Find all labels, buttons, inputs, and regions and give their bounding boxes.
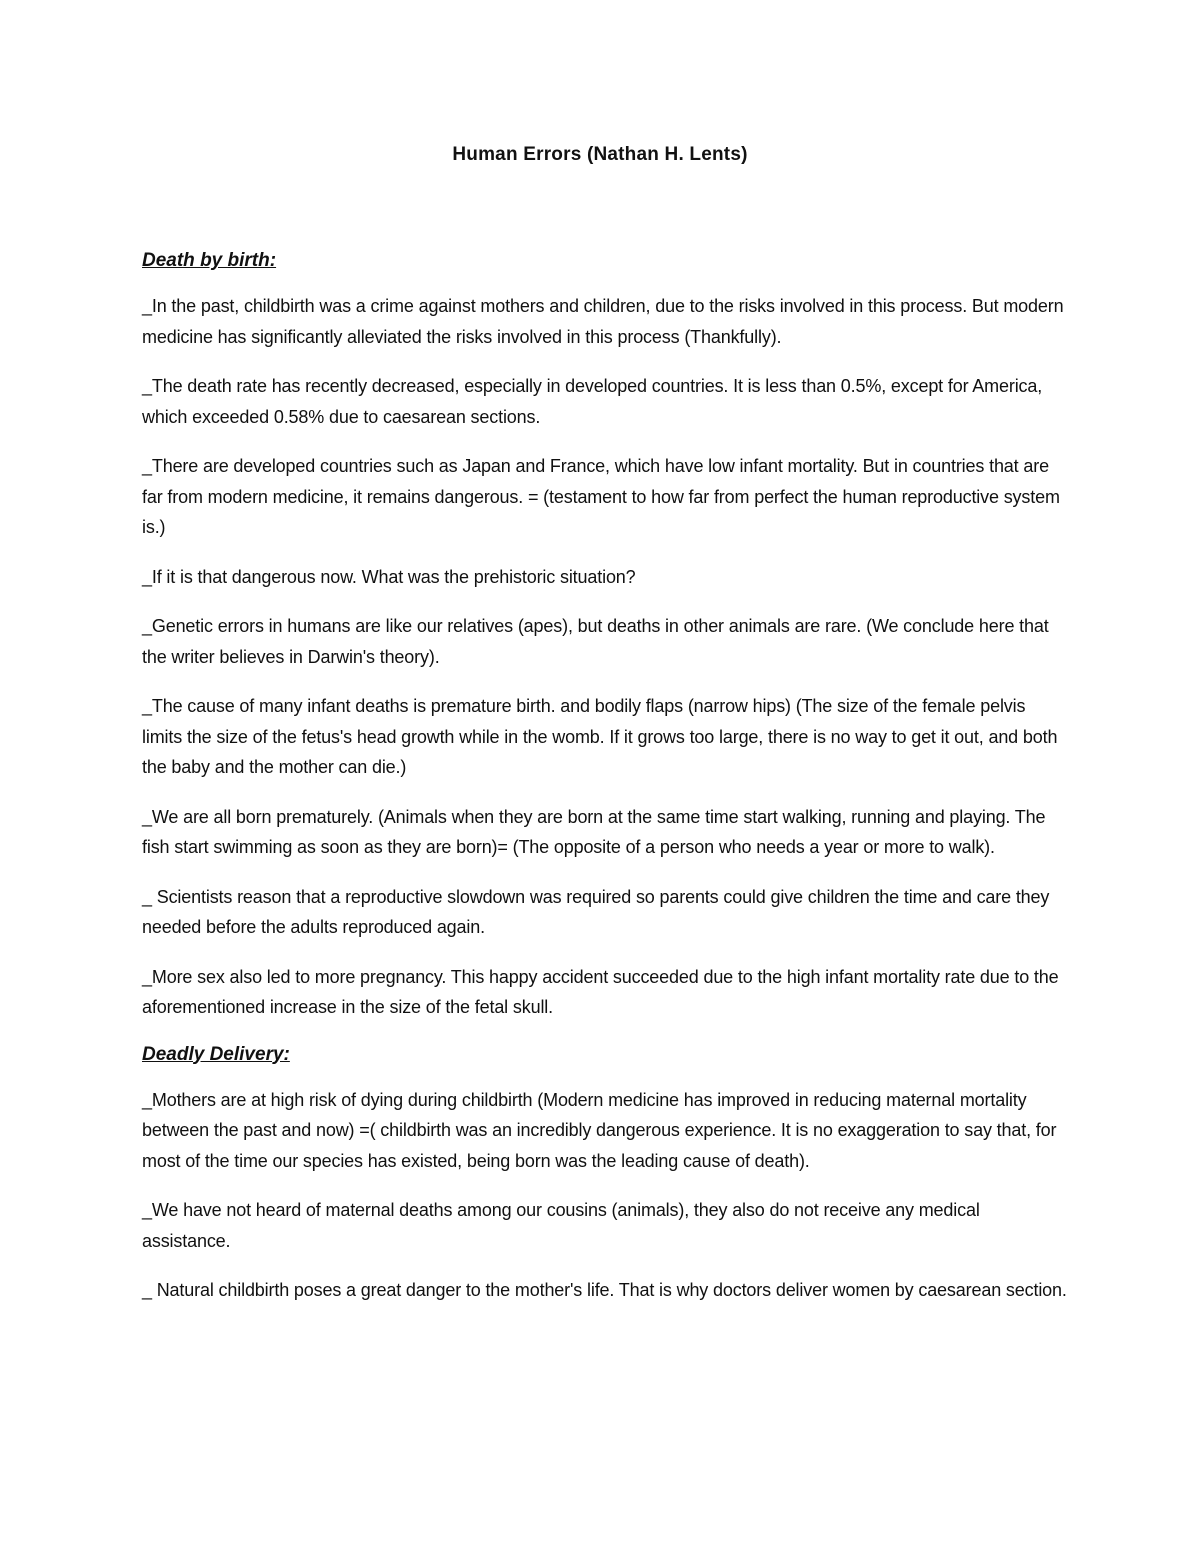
paragraph: _ Natural childbirth poses a great danger to the mother's life. That is why doctors deliver women by caesarean section. bbox=[142, 1280, 1067, 1300]
section-heading: Deadly Delivery: bbox=[142, 1043, 290, 1065]
paragraph: _If it is that dangerous now. What was the prehistoric situation? bbox=[142, 566, 636, 587]
document-title: Human Errors (Nathan H. Lents) bbox=[452, 144, 748, 165]
paragraph: _Genetic errors in humans are like our relatives (apes), but deaths in other animals are rare. (We conclude here that the writer believes in Darwin's theory). bbox=[142, 616, 1049, 667]
paragraph: _We have not heard of maternal deaths among our cousins (animals), they also do not receive any medical assistance. bbox=[142, 1200, 980, 1251]
paragraph: _More sex also led to more pregnancy. This happy accident succeeded due to the high infant mortality rate due to the aforementioned increase in the size of the fetal skull. bbox=[142, 966, 1059, 1017]
section-heading: Death by birth: bbox=[142, 250, 277, 271]
paragraph: _The cause of many infant deaths is premature birth. and bodily flaps (narrow hips) (The size of the female pelvis limits the size of the fetus's head growth while in the womb. If it grows too large, there is no way to get it out, and both the baby and the mother can die.) bbox=[142, 696, 1058, 777]
paragraph: _The death rate has recently decreased, especially in developed countries. It is less than 0.5%, except for America, which exceeded 0.58% due to caesarean sections. bbox=[142, 376, 1043, 427]
section-deadly-delivery bbox=[142, 1042, 1070, 1306]
paragraph: _ Scientists reason that a reproductive slowdown was required so parents could give children the time and care they needed before the adults reproduced again. bbox=[142, 886, 1050, 937]
paragraph: _In the past, childbirth was a crime against mothers and children, due to the risks involved in this process. But modern medicine has significantly alleviated the risks involved in this process (Thankfully). bbox=[142, 296, 1064, 347]
paragraph: _Mothers are at high risk of dying during childbirth (Modern medicine has improved in reducing maternal mortality between the past and now) =( childbirth was an incredibly dangerous experience. It is no exaggeration to say that, for most of the time our species has existed, being born was the leading cause of death). bbox=[142, 1089, 1057, 1171]
paragraph: _There are developed countries such as Japan and France, which have low infant mortality. But in countries that are far from modern medicine, it remains dangerous. = (testament to how far from perfect the human reproductive system is.) bbox=[142, 456, 1060, 537]
document-body bbox=[142, 248, 1070, 1325]
section-death-by-birth bbox=[142, 248, 1070, 1023]
paragraph: _We are all born prematurely. (Animals when they are born at the same time start walking, running and playing. The fish start swimming as soon as they are born)= (The opposite of a person who needs a year or more to walk). bbox=[142, 806, 1046, 857]
